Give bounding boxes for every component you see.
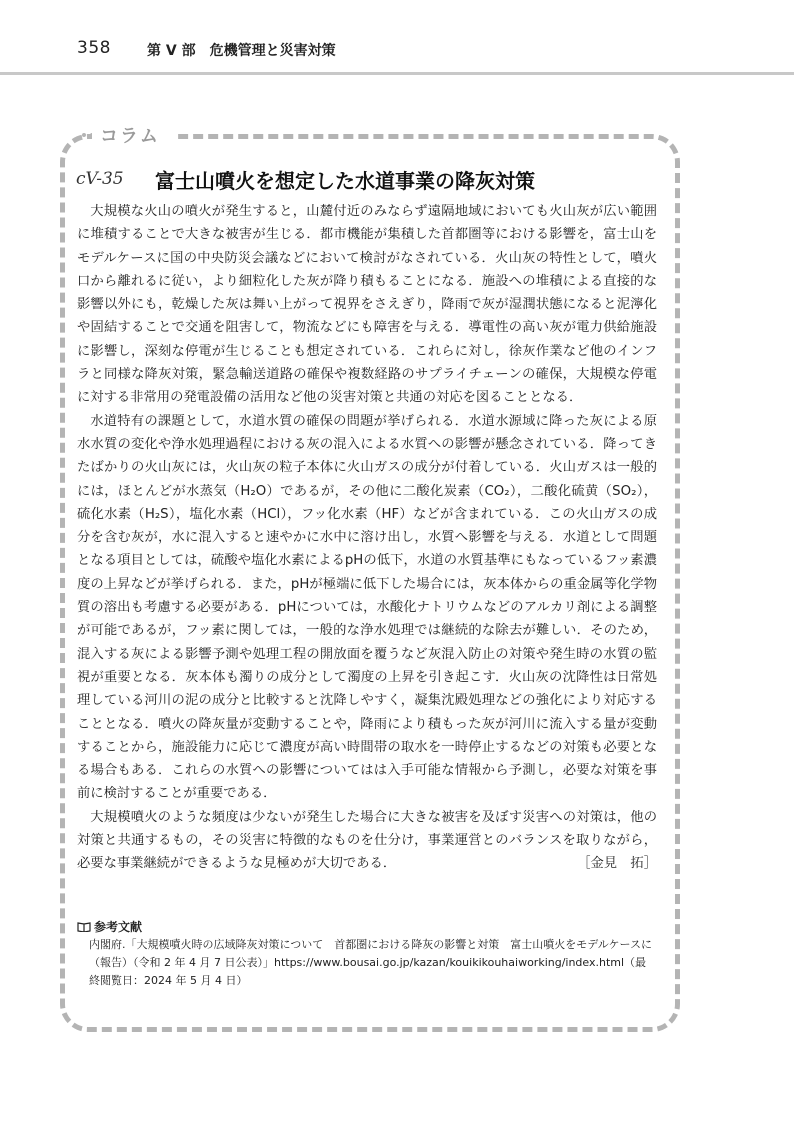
references-heading-row — [77, 918, 657, 936]
part-title: 第 V 部 危機管理と災害対策 — [147, 43, 336, 59]
column-body — [77, 200, 657, 876]
page-header — [0, 0, 794, 74]
references — [77, 918, 657, 990]
paragraph-1: 大規模な火山の噴火が発生すると，山麓付近のみならず遠隔地域においても火山灰が広い範囲に堆積することで大きな被害が生じる．都市機能が集積した首都圏等における影響を，富士山をモデルケースに国の中央防災会議などにおいて検討がなされている．火山灰の特性として，噴火口から離れるに従い，より細粒化した灰が降り積もることになる．施設への堆積による直接的な影響以外にも，乾燥した灰は舞い上がって視界をさえぎり，降雨で灰が湿潤状態になると泥濘化や固結することで交通を阻害して，物流などにも障害を与える．導電性の高い灰が電力供給施設に影響し，深刻な停電が生じることも想定されている．これらに対し，徐灰作業など他のインフラと同様な降灰対策，緊急輸送道路の確保や複数経路のサプライチェーンの確保，大規模な停電に対する非常用の発電設備の活用など他の災害対策と共通の対応を図ることとなる． — [77, 204, 657, 406]
paragraph-3 — [77, 806, 657, 876]
author-credit: ［金見 拓］ — [577, 856, 657, 872]
paragraph-2: 水道特有の課題として，水道水質の確保の問題が挙げられる．水道水源域に降った灰による原水水質の変化や浄水処理過程における灰の混入による水質への影響が懸念されている．降ってきたばかりの火山灰には，火山灰の粒子本体に火山ガスの成分が付着している．火山ガスは一般的には，ほとんどが水蒸気（H₂O）であるが，その他に二酸化炭素（CO₂），二酸化硫黄（SO₂），硫化水素（H₂S），塩化水素（HCl），フッ化水素（HF）などが含まれている．この火山ガスの成分を含む灰が，水に混入すると速やかに水中に溶け出し，水質へ影響を与える．水道として問題となる項目としては，硫酸や塩化水素によるpHの低下，水道の水質基準にもなっているフッ素濃度の上昇などが挙げられる．また，pHが極端に低下した場合には，灰本体からの重金属等化学物質の溶出も考慮する必要がある．pHについては，水酸化ナトリウムなどのアルカリ剤による調整が可能であるが，フッ素に関しては，一般的な浄水処理では継続的な除去が難しい．そのため，混入する灰による影響予測や処理工程の開放面を覆うなど灰混入防止の対策や発生時の水質の監視が重要となる．灰本体も濁りの成分として濁度の上昇を引き起こす．火山灰の沈降性は日常処理している河川の泥の成分と比較すると沈降しやすく，凝集沈殿処理などの強化により対応することとなる．噴火の降灰量が変動することや，降雨により積もった灰が河川に流入する量が変動することから，施設能力に応じて濃度が高い時間帯の取水を一時停止するなどの対策も必要となる場合もある．これらの水質への影響についてはは入手可能な情報から予測し，必要な対策を事前に検討することが重要である． — [77, 413, 657, 802]
references-heading: 参考文献 — [94, 920, 143, 934]
reference-entry: 内閣府.「大規模噴火時の広域降灰対策について 首都圏における降灰の影響と対策 富士山噴火をモデルケースに（報告）（令和 2 年 4 月 7 日公表）」https://www.bousai.go.jp/kazan/kouikikouhaiworking/index.html（最終閲覧日：2024 年 5 月 4 日） — [89, 938, 652, 987]
column-label: コラム — [100, 126, 160, 147]
page-number: 358 — [77, 38, 111, 58]
book-icon — [77, 922, 91, 932]
column-title: 富士山噴火を想定した水道事業の降灰対策 — [155, 169, 535, 193]
header-divider — [0, 72, 794, 75]
paragraph-3-text: 大規模噴火のような頻度は少ないが発生した場合に大きな被害を及ぼす災害への対策は，他の対策と共通するもの，その災害に特徴的なものを仕分け，事業運営とのバランスを取りながら，必要な事業継続ができるような見極めが大切である． — [77, 809, 657, 872]
column-id: cV-35 — [76, 169, 124, 189]
